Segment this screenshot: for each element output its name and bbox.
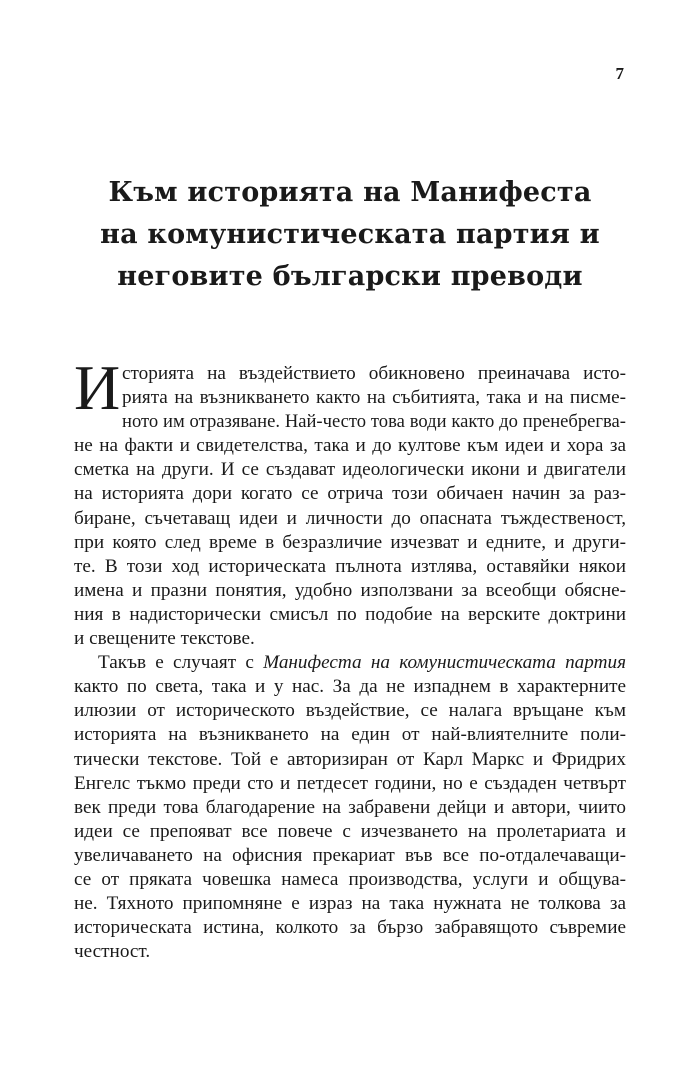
text-line: тически текстове. Той е авторизиран от Карл Маркс и Фридрих (74, 748, 626, 770)
text-line: Енгелс тъкмо преди сто и петдесет години, но е създаден четвърт (74, 772, 626, 794)
text-line: ния в надисторически смисъл по подобие на верските доктрини (74, 603, 626, 625)
text-line: историята на възникването на един от най-влиятелните поли- (74, 724, 626, 746)
text-line: илюзии от историческото въздействие, се налага връщане към (74, 700, 626, 722)
text-line: рията на възникването както на събитията, така и на писме- (122, 387, 626, 409)
text-line: имена и празни понятия, удобно използвани за всеобщи обясне- (74, 579, 626, 601)
title-line: на комунистическата партия и (100, 219, 600, 250)
text-line: увеличаването на офисния прекариат във все по-отдалечаващи- (74, 844, 626, 866)
text-line: при която след време в безразличие изчезват и едните, и други- (74, 531, 626, 553)
text-line: сторията на въздействието обикновено преиначава исто- (122, 363, 626, 384)
body-text (74, 352, 626, 964)
text-line (74, 651, 626, 675)
chapter-title (60, 172, 640, 298)
text-line: не. Тяхното припомняне е израз на така нужната не толкова за (74, 893, 626, 915)
title-line: Към историята на Манифеста (108, 177, 592, 208)
text-line: биране, съчетаващ идеи и личности до опасната тъждественост, (74, 507, 626, 529)
text-line: честност. (74, 941, 151, 963)
italic-title: Манифеста на комунистическата партия (263, 652, 626, 674)
text-line: те. В този ход историческата пълнота изтлява, оставяйки някои (74, 555, 626, 577)
text-line: както по света, така и у нас. За да не изпаднем в характерните (74, 676, 626, 698)
text-line: идеи се препояват все повече с изчезването на пролетариата и (74, 820, 626, 842)
text-line: се от пряката човешка намеса производства, услуги и общува- (74, 868, 626, 890)
paragraph-1 (74, 352, 626, 651)
text-line: историческата истина, колкото за бързо забравящото съвремие (74, 917, 626, 939)
drop-cap: И (74, 352, 121, 423)
text-line: сметка на други. И се създават идеологически икони и двигатели (74, 459, 626, 481)
text-fragment: Такъв е случаят с (98, 652, 264, 674)
text-line: и свещените текстове. (74, 628, 255, 650)
paragraph-2 (74, 651, 626, 964)
text-line: ното им отразяване. Най-често това води както до пренебрегва- (122, 411, 626, 433)
page-number: 7 (615, 64, 624, 83)
title-line: неговите български преводи (117, 261, 583, 292)
text-line: на историята дори когато се отрича този обичаен начин за раз- (74, 483, 626, 505)
text-line: век преди това благодарение на забравени дейци и автори, чиито (74, 796, 626, 818)
text-line: не на факти и свидетелства, така и до култове към идеи и хора за (74, 435, 626, 457)
